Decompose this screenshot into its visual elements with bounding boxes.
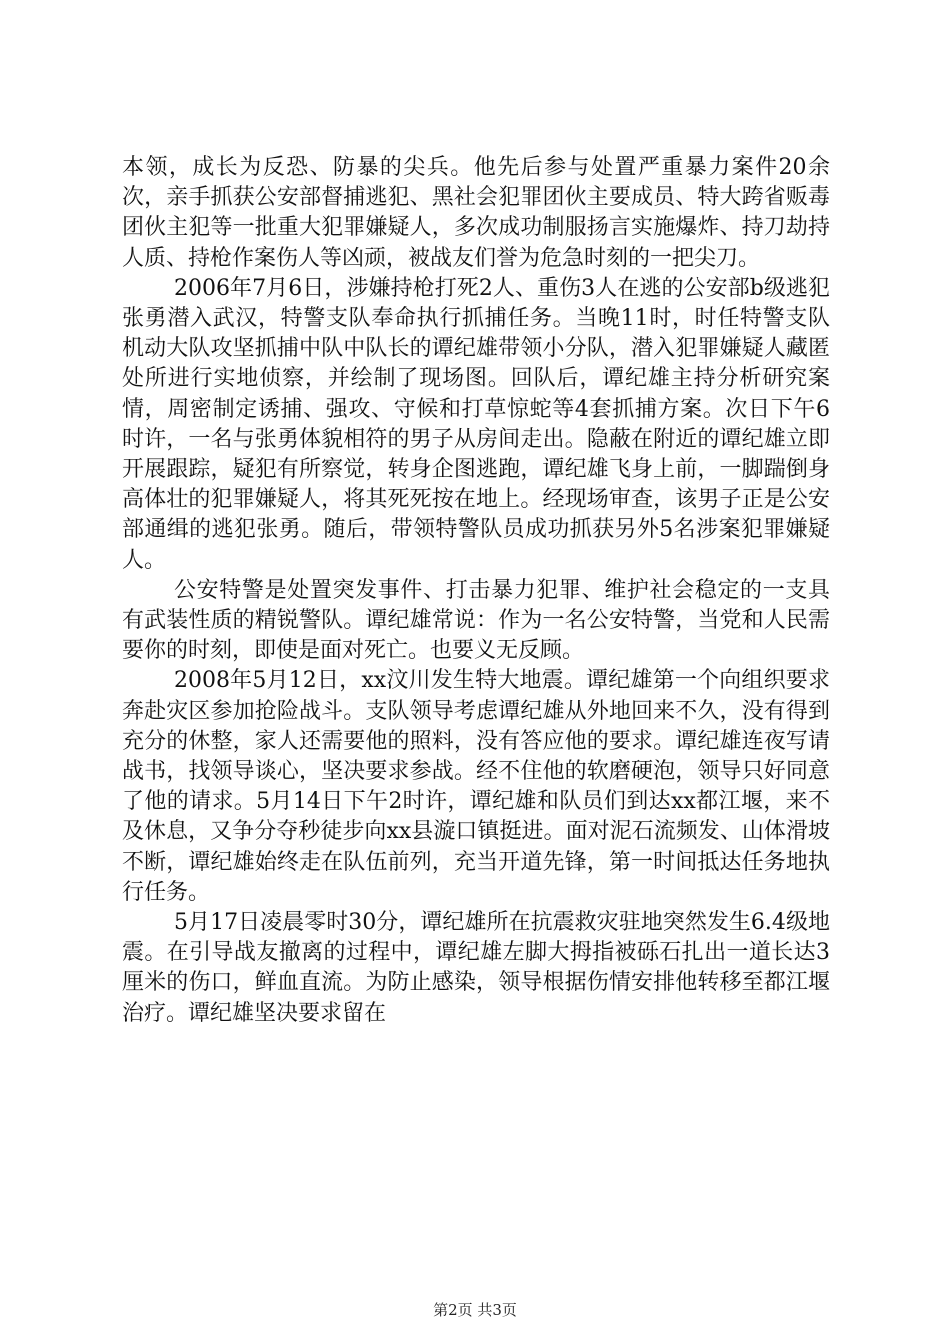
paragraph-1: 本领，成长为反恐、防暴的尖兵。他先后参与处置严重暴力案件20余次，亲手抓获公安部督捕逃犯、黑社会犯罪团伙主要成员、特大跨省贩毒团伙主犯等一批重大犯罪嫌疑人，多次成功制服扬言实施爆炸、持刀劫持人质、持枪作案伤人等凶顽，被战友们誉为危急时刻的一把尖刀。 (122, 155, 830, 271)
paragraph-3: 公安特警是处置突发事件、打击暴力犯罪、维护社会稳定的一支具有武装性质的精锐警队。谭纪雄常说：作为一名公安特警，当党和人民需要你的时刻，即使是面对死亡。也要义无反顾。 (122, 577, 830, 664)
document-body (122, 153, 830, 1029)
paragraph-5: 5月17日凌晨零时30分，谭纪雄所在抗震救灾驻地突然发生6.4级地震。在引导战友撤离的过程中，谭纪雄左脚大拇指被砾石扎出一道长达3厘米的伤口，鲜血直流。为防止感染，领导根据伤情安排他转移至都江堰治疗。谭纪雄坚决要求留在 (122, 910, 830, 1026)
page-footer: 第2页 共3页 (433, 1301, 517, 1319)
paragraph-2: 2006年7月6日，涉嫌持枪打死2人、重伤3人在逃的公安部b级逃犯张勇潜入武汉，特警支队奉命执行抓捕任务。当晚11时，时任特警支队机动大队攻坚抓捕中队中队长的谭纪雄带领小分队，潜入犯罪嫌疑人藏匿处所进行实地侦察，并绘制了现场图。回队后，谭纪雄主持分析研究案情，周密制定诱捕、强攻、守候和打草惊蛇等4套抓捕方案。次日下午6时许，一名与张勇体貌相符的男子从房间走出。隐蔽在附近的谭纪雄立即开展跟踪，疑犯有所察觉，转身企图逃跑，谭纪雄飞身上前，一脚踹倒身高体壮的犯罪嫌疑人，将其死死按在地上。经现场审查，该男子正是公安部通缉的逃犯张勇。随后，带领特警队员成功抓获另外5名涉案犯罪嫌疑人。 (122, 275, 830, 573)
paragraph-4: 2008年5月12日，xx汶川发生特大地震。谭纪雄第一个向组织要求奔赴灾区参加抢险战斗。支队领导考虑谭纪雄从外地回来不久，没有得到充分的休整，家人还需要他的照料，没有答应他的要求。谭纪雄连夜写请战书，找领导谈心，坚决要求参战。经不住他的软磨硬泡，领导只好同意了他的请求。5月14日下午2时许，谭纪雄和队员们到达xx都江堰，来不及休息，又争分夺秒徒步向xx县漩口镇挺进。面对泥石流频发、山体滑坡不断，谭纪雄始终走在队伍前列，充当开道先锋，第一时间抵达任务地执行任务。 (122, 668, 830, 905)
